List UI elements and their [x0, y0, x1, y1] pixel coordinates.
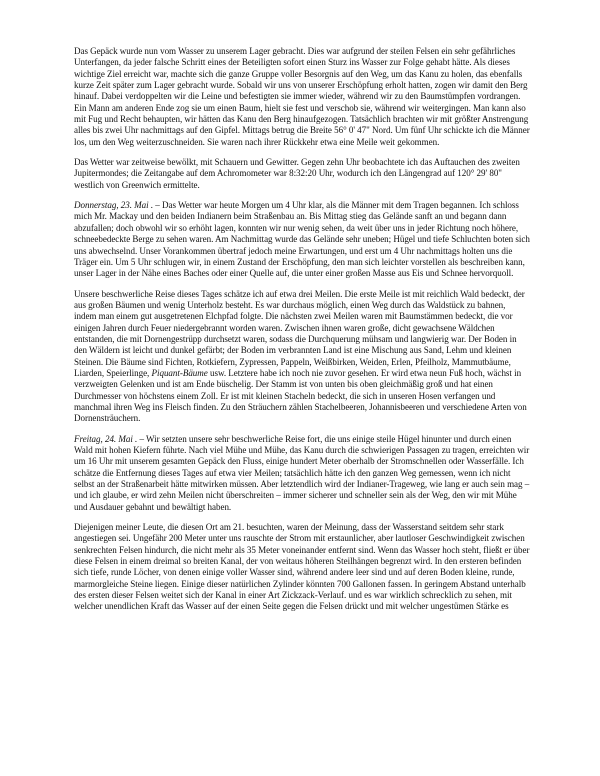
paragraph-text: Das Gepäck wurde nun vom Wasser zu unserem Lager gebracht. Dies war aufgrund der steilen Felsen ein sehr gefährliches Unterfangen, da jeder falsche Schritt eines der Beteiligten sofort einen Sturz ins Wasser zur Folge gehabt hätte. Als dieses wichtige Ziel erreicht war, machte sich die ganze Gruppe voller Besorgnis auf den Weg, um das Kanu zu holen, das ebenfalls kurze Zeit später zum Lager gebracht wurde. Sobald wir uns von unserer Erschöpfung erholt hatten, zogen wir damit den Berg hinauf. Dabei verdoppelten wir die Leine und befestigten sie immer wieder, während wir zu den Baumstümpfen vordrangen. Ein Mann am anderen Ende zog sie um einen Baum, hielt sie fest und verschob sie, während wir weitergingen. Man kann also mit Fug und Recht behaupten, wir hätten das Kanu den Berg hinaufgezogen. Tatsächlich brachten wir mit größter Anstrengung alles bis zwei Uhr nachmittags auf den Gipfel. Mittags betrug die Breite 56° 0' 47" Nord. Um fünf Uhr schickte ich die Männer los, um den Weg weiterzuschneiden. Sie waren nach ihrer Rückkehr etwa eine Meile weit gekommen. — [74, 46, 530, 147]
italic-term: Piquant-Bäume — [151, 367, 208, 378]
paragraph-journey — [74, 289, 530, 425]
paragraph-text: – Das Wetter war heute Morgen um 4 Uhr klar, als die Männer mit dem Tragen begannen. Ich schloss mich Mr. Mackay und den beiden Indianern beim Straßenbau an. Bis Mittag stieg das Gelände sanft an und begann dann abzufallen; doch obwohl wir so erhöht lagen, konnten wir nur wenig sehen, da weit über uns in jeder Richtung noch höhere, schneebedeckte Berge zu sehen waren. Am Nachmittag wurde das Gelände sehr uneben; Hügel und tiefe Schluchten boten sich uns abwechselnd. Unser Vorankommen übertraf jedoch meine Erwartungen, und erst um 4 Uhr nachmittags holten uns die Träger ein. Um 5 Uhr schlugen wir, in einem Zustand der Erschöpfung, den man sich leichter vorstellen als beschreiben kann, unser Lager in der Nähe eines Baches oder einer Quelle auf, die unter einer großen Masse aus Eis und Schnee hervorquoll. — [74, 200, 530, 279]
paragraph-text: Diejenigen meiner Leute, die diesen Ort am 21. besuchten, waren der Meinung, dass der Wasserstand seitdem sehr stark angestiegen sei. Ungefähr 200 Meter unter uns rauschte der Strom mit erstaunlicher, aber lautloser Geschwindigkeit zwischen senkrechten Felsen hindurch, die nicht mehr als 35 Meter voneinander entfernt sind. Wenn das Wasser hoch steht, fließt er über diese Felsen in einem dreimal so breiten Kanal, der von weitaus höheren Steilhängen begrenzt wird. In den ersteren befinden sich tiefe, runde Löcher, von denen einige voller Wasser sind, während andere leer sind und auf deren Boden kleine, runde, marmorgleiche Steine liegen. Einige dieser natürlichen Zylinder könnten 700 Gallonen fassen. In geringem Abstand unterhalb des ersten dieser Felsen weitet sich der Kanal in einer Art Zickzack-Verlauf. und es war wirklich schrecklich zu sehen, mit welcher unendlichen Kraft das Wasser auf der einen Seite gegen die Felsen drückt und mit welcher ungestümen Stärke es — [74, 522, 530, 612]
paragraph-friday — [74, 434, 530, 513]
paragraph-text: Unsere beschwerliche Reise dieses Tages schätze ich auf etwa drei Meilen. Die erste Meile ist mit reichlich Wald bedeckt, der aus großen Bäumen und wenig Unterholz besteht. Es war durchaus möglich, einen Weg durch das Waldstück zu bahnen, indem man einem gut ausgetretenen Elchpfad folgte. Die nächsten zwei Meilen waren mit Baumstämmen bedeckt, die vor einigen Jahren durch Feuer niedergebrannt worden waren. Zwischen ihnen waren große, dicht gewachsene Wäldchen entstanden, die mit Dornengestrüpp durchsetzt waren, sodass die Durchquerung mühsam und langwierig war. Der Boden in den Wäldern ist leicht und dunkel gefärbt; der Boden im verbrannten Land ist eine Mischung aus Sand, Lehm und kleinen Steinen. Die Bäume sind Fichten, Rotkiefern, Zypressen, Pappeln, Weißbirken, Weiden, Erlen, Pfeilholz, Mammutbäume, Liarden, Speierlinge, — [74, 288, 525, 378]
paragraph-weather — [74, 157, 530, 191]
paragraph-text: – Wir setzten unsere sehr beschwerliche Reise fort, die uns einige steile Hügel hinunter und durch einen Wald mit hohen Kiefern führte. Nach viel Mühe und Mühe, das Kanu durch die schwierigen Passagen zu tragen, erreichten wir um 16 Uhr mit unserem gesamten Gepäck den Fluss, einige hundert Meter oberhalb der Stromschnellen oder Wasserfälle. Ich schätze die Entfernung dieses Tages auf etwa vier Meilen; tatsächlich hätte ich den ganzen Weg gemessen, wenn ich nicht selbst an der Straßenarbeit hätte mitwirken müssen. Aber letztendlich wird der Indianer-Trageweg, wie lang er auch sein mag – und ich glaube, er wird zehn Meilen nicht überschreiten – immer sicherer und schneller sein als der Weg, den wir mit Mühe und Ausdauer gebahnt und bewältigt haben. — [74, 433, 530, 512]
paragraph-text-continued: usw. Letztere habe ich noch nie zuvor gesehen. Er wird etwa neun Fuß hoch, wächst in verzweigten Gelenken und ist am Ende büschelig. Der Stamm ist von unten bis oben gleichmäßig groß und hat einen Durchmesser von höchstens einem Zoll. Er ist mit kleinen Stacheln bedeckt, die sich in unseren Hosen verfangen und manchmal ihren Weg ins Fleisch finden. Zu den Sträuchern zählen Stachelbeeren, Johannisbeeren und verschiedene Arten von Dornensträuchern. — [74, 367, 527, 424]
paragraph-luggage — [74, 46, 530, 148]
entry-date: Freitag, 24. Mai . — [74, 433, 138, 444]
paragraph-text: Das Wetter war zeitweise bewölkt, mit Schauern und Gewitter. Gegen zehn Uhr beobachtete ich das Auftauchen des zweiten Jupitermondes; die Zeitangabe auf dem Achromometer war 8:32:20 Uhr, wodurch ich den Längengrad auf 120° 29' 80" westlich von Greenwich ermittelte. — [74, 157, 520, 190]
entry-date: Donnerstag, 23. Mai . — [74, 200, 154, 211]
paragraph-river — [74, 522, 530, 613]
paragraph-thursday — [74, 200, 530, 279]
